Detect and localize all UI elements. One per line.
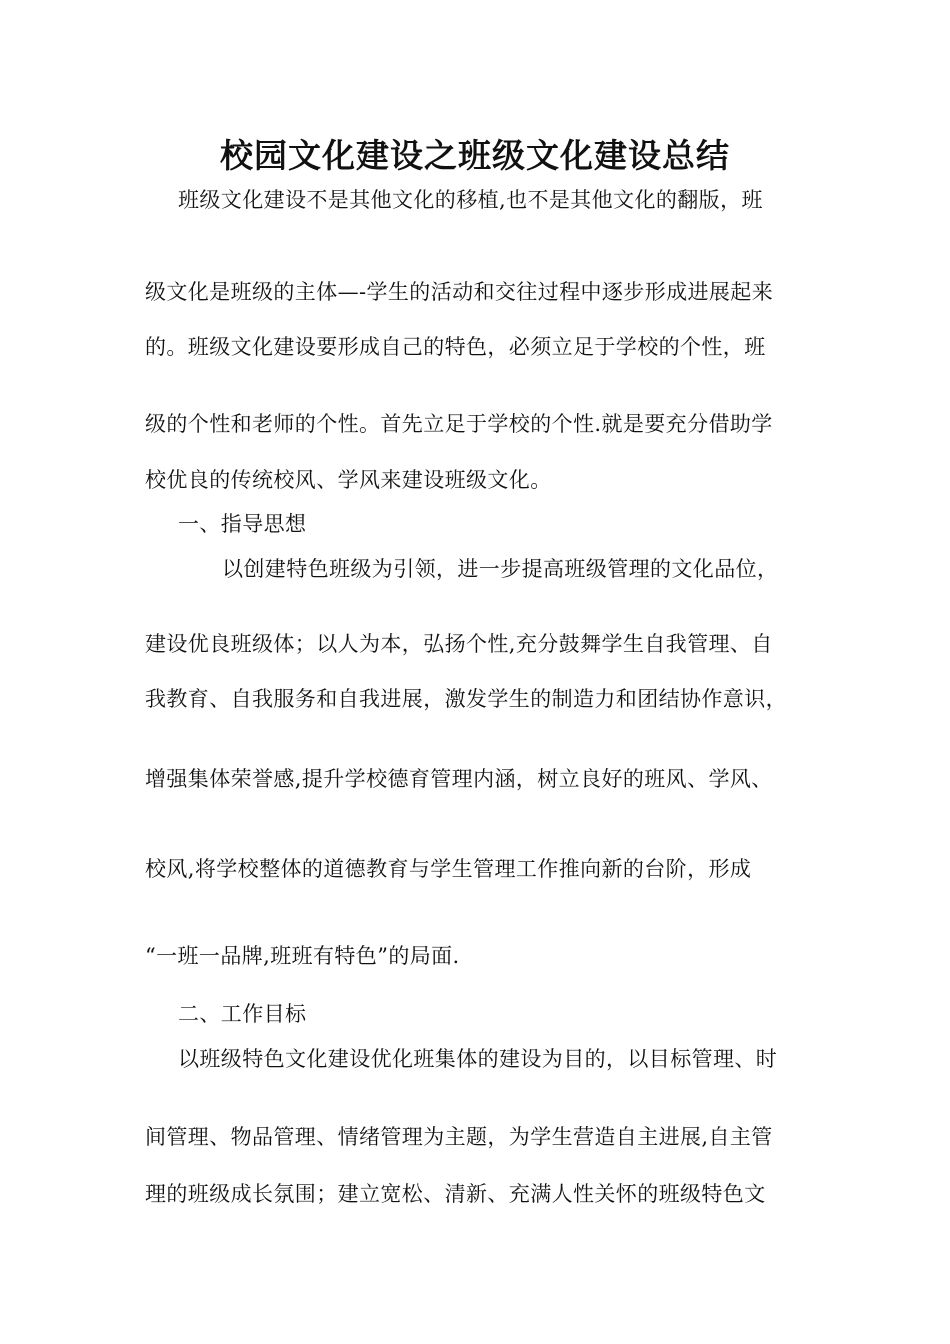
- paragraph-line: 的。班级文化建设要形成自己的特色，必须立足于学校的个性，班: [145, 335, 766, 359]
- paragraph-line: 级文化是班级的主体—-学生的活动和交往过程中逐步形成进展起来: [145, 280, 774, 304]
- paragraph-line: 以班级特色文化建设优化班集体的建设为目的，以目标管理、时: [178, 1047, 778, 1071]
- paragraph-line: 校风,将学校整体的道德教育与学生管理工作推向新的台阶，形成: [145, 857, 752, 881]
- paragraph-line: 班级文化建设不是其他文化的移植,也不是其他文化的翻版，班: [178, 188, 763, 212]
- paragraph-line: 间管理、物品管理、情绪管理为主题，为学生营造自主进展,自主管: [145, 1125, 773, 1149]
- paragraph-line: 增强集体荣誉感,提升学校德育管理内涵，树立良好的班风、学风、: [145, 767, 773, 791]
- paragraph-line: “一班一品牌,班班有特色”的局面.: [145, 944, 460, 968]
- paragraph-line: 校优良的传统校风、学风来建设班级文化。: [145, 468, 552, 492]
- paragraph-line: 建设优良班级体；以人为本，弘扬个性,充分鼓舞学生自我管理、自: [145, 632, 773, 656]
- paragraph-line: 理的班级成长氛围；建立宽松、清新、充满人性关怀的班级特色文: [145, 1182, 766, 1206]
- section-heading: 一、指导思想: [178, 512, 307, 536]
- paragraph-line: 以创建特色班级为引领，进一步提高班级管理的文化品位，: [222, 557, 779, 581]
- document-title: 校园文化建设之班级文化建设总结: [220, 136, 730, 175]
- paragraph-line: 我教育、自我服务和自我进展，激发学生的制造力和团结协作意识，: [145, 687, 787, 711]
- section-heading: 二、工作目标: [178, 1002, 307, 1026]
- paragraph-line: 级的个性和老师的个性。首先立足于学校的个性.就是要充分借助学: [145, 412, 773, 436]
